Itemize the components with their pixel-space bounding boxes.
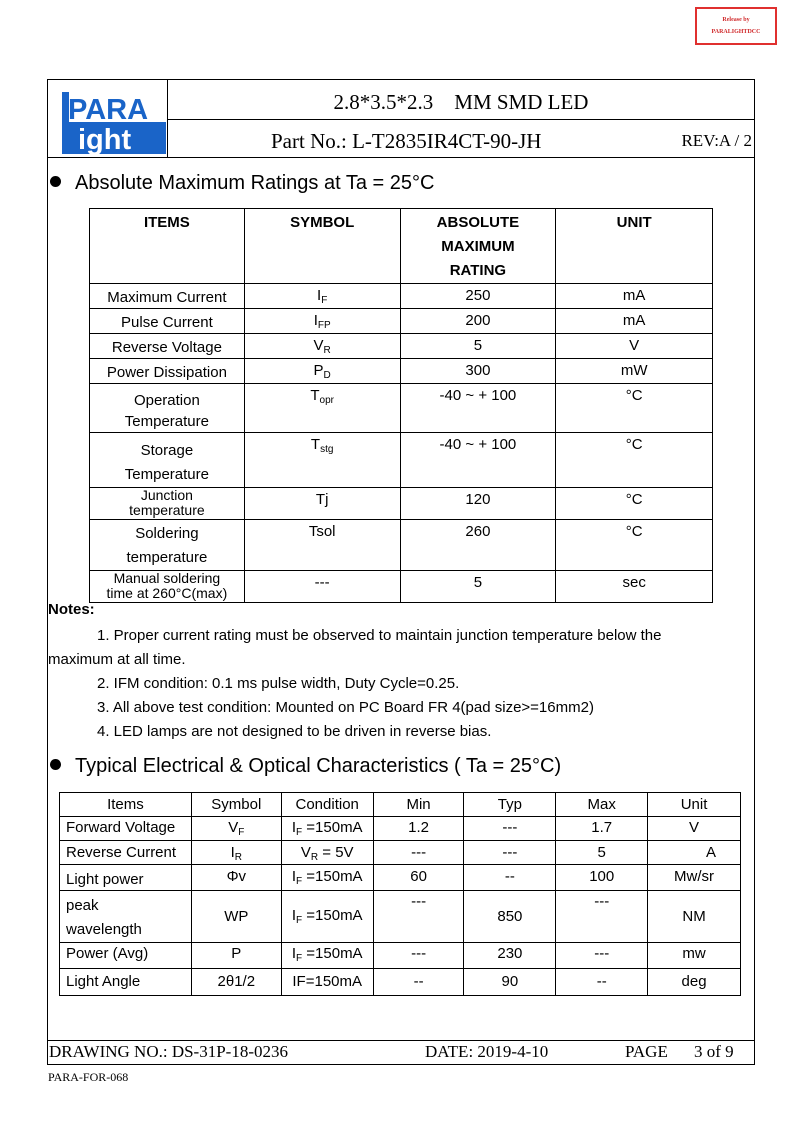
col-absolute-line2: MAXIMUM	[441, 238, 515, 255]
paralight-logo	[62, 92, 166, 154]
table-row	[90, 433, 713, 488]
table-row	[90, 309, 713, 334]
symbol-main: I	[230, 844, 235, 861]
row-item-line2: temperature	[126, 549, 208, 566]
row-max: 1.7	[556, 817, 648, 841]
frame-right	[754, 79, 755, 1065]
row-value: -40 ~ + 100	[400, 433, 556, 488]
row-min: ---	[373, 943, 464, 969]
row-condition	[281, 865, 373, 891]
note-1: 1. Proper current rating must be observed to maintain junction temperature below the	[97, 627, 662, 644]
col-absolute	[400, 209, 556, 284]
electrical-table	[59, 792, 741, 996]
row-unit: °C	[556, 488, 713, 520]
col-items: ITEMS	[90, 209, 245, 284]
row-unit: °C	[556, 433, 713, 488]
frame-left	[47, 79, 48, 1065]
row-item	[90, 488, 245, 520]
row-min: --	[373, 969, 464, 996]
condition-main: I	[291, 907, 296, 924]
row-condition	[281, 943, 373, 969]
row-condition	[281, 891, 373, 943]
condition-sub: F	[296, 915, 303, 926]
row-unit: V	[556, 334, 713, 359]
row-item: Light power	[60, 865, 192, 891]
table-row	[90, 488, 713, 520]
row-symbol	[244, 309, 400, 334]
revision: REV:A / 2	[681, 131, 752, 150]
row-item-line1: Soldering	[135, 525, 199, 542]
row-typ: --	[464, 865, 556, 891]
row-symbol	[191, 817, 281, 841]
row-item-line1: Storage	[140, 442, 194, 459]
table-row	[90, 520, 713, 571]
condition-sub: F	[296, 953, 303, 964]
row-item-line2: time at 260°C(max)	[106, 585, 228, 601]
condition-value: =150mA	[302, 819, 363, 836]
row-symbol: Tsol	[244, 520, 400, 571]
row-symbol	[244, 284, 400, 309]
symbol-sub: F	[238, 827, 245, 838]
logo-top-text: PARA	[68, 94, 149, 126]
row-condition: IF=150mA	[281, 969, 373, 996]
col-absolute-line1: ABSOLUTE	[436, 214, 520, 231]
row-typ: ---	[464, 841, 556, 865]
table-row	[60, 969, 741, 996]
row-symbol	[244, 433, 400, 488]
symbol-main: V	[228, 819, 239, 836]
row-item: Forward Voltage	[60, 817, 192, 841]
notes-title: Notes:	[48, 601, 95, 618]
symbol-main: I	[313, 312, 318, 329]
frame-footer-top	[47, 1040, 755, 1041]
condition-sub: R	[310, 852, 319, 863]
row-item-line1: peak	[66, 897, 99, 914]
release-stamp	[695, 7, 777, 45]
symbol-sub: FP	[317, 320, 331, 331]
col-symbol: Symbol	[191, 793, 281, 817]
row-value: 5	[400, 571, 556, 603]
row-item: Light Angle	[60, 969, 192, 996]
condition-value: =150mA	[302, 907, 363, 924]
row-unit: mw	[648, 943, 741, 969]
row-item: Pulse Current	[90, 309, 245, 334]
condition-main: I	[291, 819, 296, 836]
row-item	[90, 433, 245, 488]
col-absolute-line3: RATING	[449, 262, 507, 279]
row-typ: 230	[464, 943, 556, 969]
row-symbol	[191, 841, 281, 865]
row-unit: mA	[556, 309, 713, 334]
col-min: Min	[373, 793, 464, 817]
row-unit: NM	[648, 891, 741, 943]
symbol-main: P	[313, 362, 324, 379]
symbol-sub: opr	[319, 395, 334, 406]
row-symbol	[244, 334, 400, 359]
row-max: ---	[556, 943, 648, 969]
row-symbol: WP	[191, 891, 281, 943]
part-number-row	[168, 120, 754, 156]
row-min: 60	[373, 865, 464, 891]
row-item: Reverse Current	[60, 841, 192, 865]
note-2: 2. IFM condition: 0.1 ms pulse width, Duty Cycle=0.25.	[97, 675, 460, 692]
row-value: 250	[400, 284, 556, 309]
frame-bottom	[47, 1064, 755, 1065]
symbol-sub: R	[323, 345, 331, 356]
row-value: 120	[400, 488, 556, 520]
row-symbol: Tj	[244, 488, 400, 520]
row-item-line1: Junction	[140, 487, 193, 503]
electrical-heading-text: Typical Electrical & Optical Characteristics ( Ta = 25°C)	[75, 755, 562, 777]
row-symbol	[244, 384, 400, 433]
row-item-line1: Manual soldering	[113, 570, 221, 586]
abs-max-heading-text: Absolute Maximum Ratings at Ta = 25°C	[75, 172, 435, 194]
symbol-sub: F	[321, 295, 328, 306]
row-symbol	[244, 359, 400, 384]
row-item-line2: Temperature	[124, 466, 209, 483]
symbol-main: I	[317, 287, 322, 304]
drawing-number: DRAWING NO.: DS-31P-18-0236	[49, 1042, 288, 1061]
row-item: Maximum Current	[90, 284, 245, 309]
row-unit: °C	[556, 520, 713, 571]
row-item	[90, 520, 245, 571]
electrical-heading	[50, 755, 561, 778]
form-number: PARA-FOR-068	[48, 1070, 129, 1084]
symbol-sub: D	[323, 370, 331, 381]
row-item	[90, 384, 245, 433]
page-number: 3 of 9	[694, 1042, 734, 1061]
row-item: Power Dissipation	[90, 359, 245, 384]
abs-max-table	[89, 208, 713, 603]
row-item-line2: wavelength	[66, 921, 142, 938]
row-min: 1.2	[373, 817, 464, 841]
row-value: 300	[400, 359, 556, 384]
abs-max-heading	[50, 172, 434, 195]
row-value: 200	[400, 309, 556, 334]
condition-main: I	[291, 868, 296, 885]
row-item: Power (Avg)	[60, 943, 192, 969]
row-item-line2: Temperature	[124, 413, 209, 430]
condition-main: V	[300, 844, 311, 861]
row-typ: ---	[464, 817, 556, 841]
condition-sub: F	[296, 876, 303, 887]
page-label: PAGE	[625, 1042, 668, 1061]
stamp-line-1: Release by	[722, 17, 750, 23]
row-condition	[281, 817, 373, 841]
row-item: Reverse Voltage	[90, 334, 245, 359]
row-min: ---	[373, 891, 464, 943]
condition-value: =150mA	[302, 945, 363, 962]
row-max: ---	[556, 891, 648, 943]
stamp-line-2: PARALIGHTDCC	[711, 29, 761, 35]
note-3: 3. All above test condition: Mounted on PC Board FR 4(pad size>=16mm2)	[97, 699, 594, 716]
row-item-line2: temperature	[129, 502, 205, 518]
document-date: DATE: 2019-4-10	[425, 1042, 549, 1061]
row-max: --	[556, 969, 648, 996]
row-typ: 850	[464, 891, 556, 943]
table-row	[90, 384, 713, 433]
row-max: 100	[556, 865, 648, 891]
row-value: -40 ~ + 100	[400, 384, 556, 433]
col-items: Items	[60, 793, 192, 817]
row-unit: Mw/sr	[648, 865, 741, 891]
row-unit: mW	[556, 359, 713, 384]
col-typ: Typ	[464, 793, 556, 817]
row-item	[60, 891, 192, 943]
row-unit: mA	[556, 284, 713, 309]
symbol-main: T	[310, 387, 320, 404]
symbol-main: V	[313, 337, 324, 354]
row-item-line1: Operation	[133, 392, 200, 409]
row-min: ---	[373, 841, 464, 865]
row-unit: deg	[648, 969, 741, 996]
col-unit: Unit	[648, 793, 741, 817]
part-number: Part No.: L-T2835IR4CT-90-JH	[271, 129, 542, 153]
table-row	[60, 891, 741, 943]
symbol-main: T	[310, 436, 321, 453]
condition-value: =150mA	[302, 868, 363, 885]
row-symbol: Φv	[191, 865, 281, 891]
condition-value: = 5V	[318, 844, 354, 861]
bullet-icon	[50, 759, 61, 770]
row-value: 5	[400, 334, 556, 359]
col-max: Max	[556, 793, 648, 817]
table-header-row	[60, 793, 741, 817]
note-1-continued: maximum at all time.	[48, 651, 186, 668]
notes	[48, 600, 748, 744]
col-symbol: SYMBOL	[244, 209, 400, 284]
table-row	[60, 817, 741, 841]
note-4: 4. LED lamps are not designed to be driven in reverse bias.	[97, 723, 492, 740]
bullet-icon	[50, 176, 61, 187]
table-row	[90, 284, 713, 309]
table-row	[60, 865, 741, 891]
row-max: 5	[556, 841, 648, 865]
symbol-sub: R	[234, 852, 242, 863]
row-item	[90, 571, 245, 603]
row-unit: A	[648, 841, 741, 865]
row-condition	[281, 841, 373, 865]
row-symbol: P	[191, 943, 281, 969]
row-symbol: ---	[244, 571, 400, 603]
frame-top	[47, 79, 755, 80]
logo-bottom-text: ight	[78, 124, 132, 154]
row-unit: sec	[556, 571, 713, 603]
row-typ: 90	[464, 969, 556, 996]
row-unit: V	[648, 817, 741, 841]
condition-main: I	[291, 945, 296, 962]
table-header-row	[90, 209, 713, 284]
row-symbol: 2θ1/2	[191, 969, 281, 996]
document-title: 2.8*3.5*2.3 MM SMD LED	[333, 90, 589, 114]
row-value: 260	[400, 520, 556, 571]
col-condition: Condition	[281, 793, 373, 817]
condition-sub: F	[296, 827, 303, 838]
table-row	[90, 334, 713, 359]
symbol-sub: stg	[320, 444, 334, 455]
table-row	[60, 943, 741, 969]
table-row	[90, 359, 713, 384]
table-row	[90, 571, 713, 603]
table-row	[60, 841, 741, 865]
row-unit: °C	[556, 384, 713, 433]
col-unit: UNIT	[556, 209, 713, 284]
